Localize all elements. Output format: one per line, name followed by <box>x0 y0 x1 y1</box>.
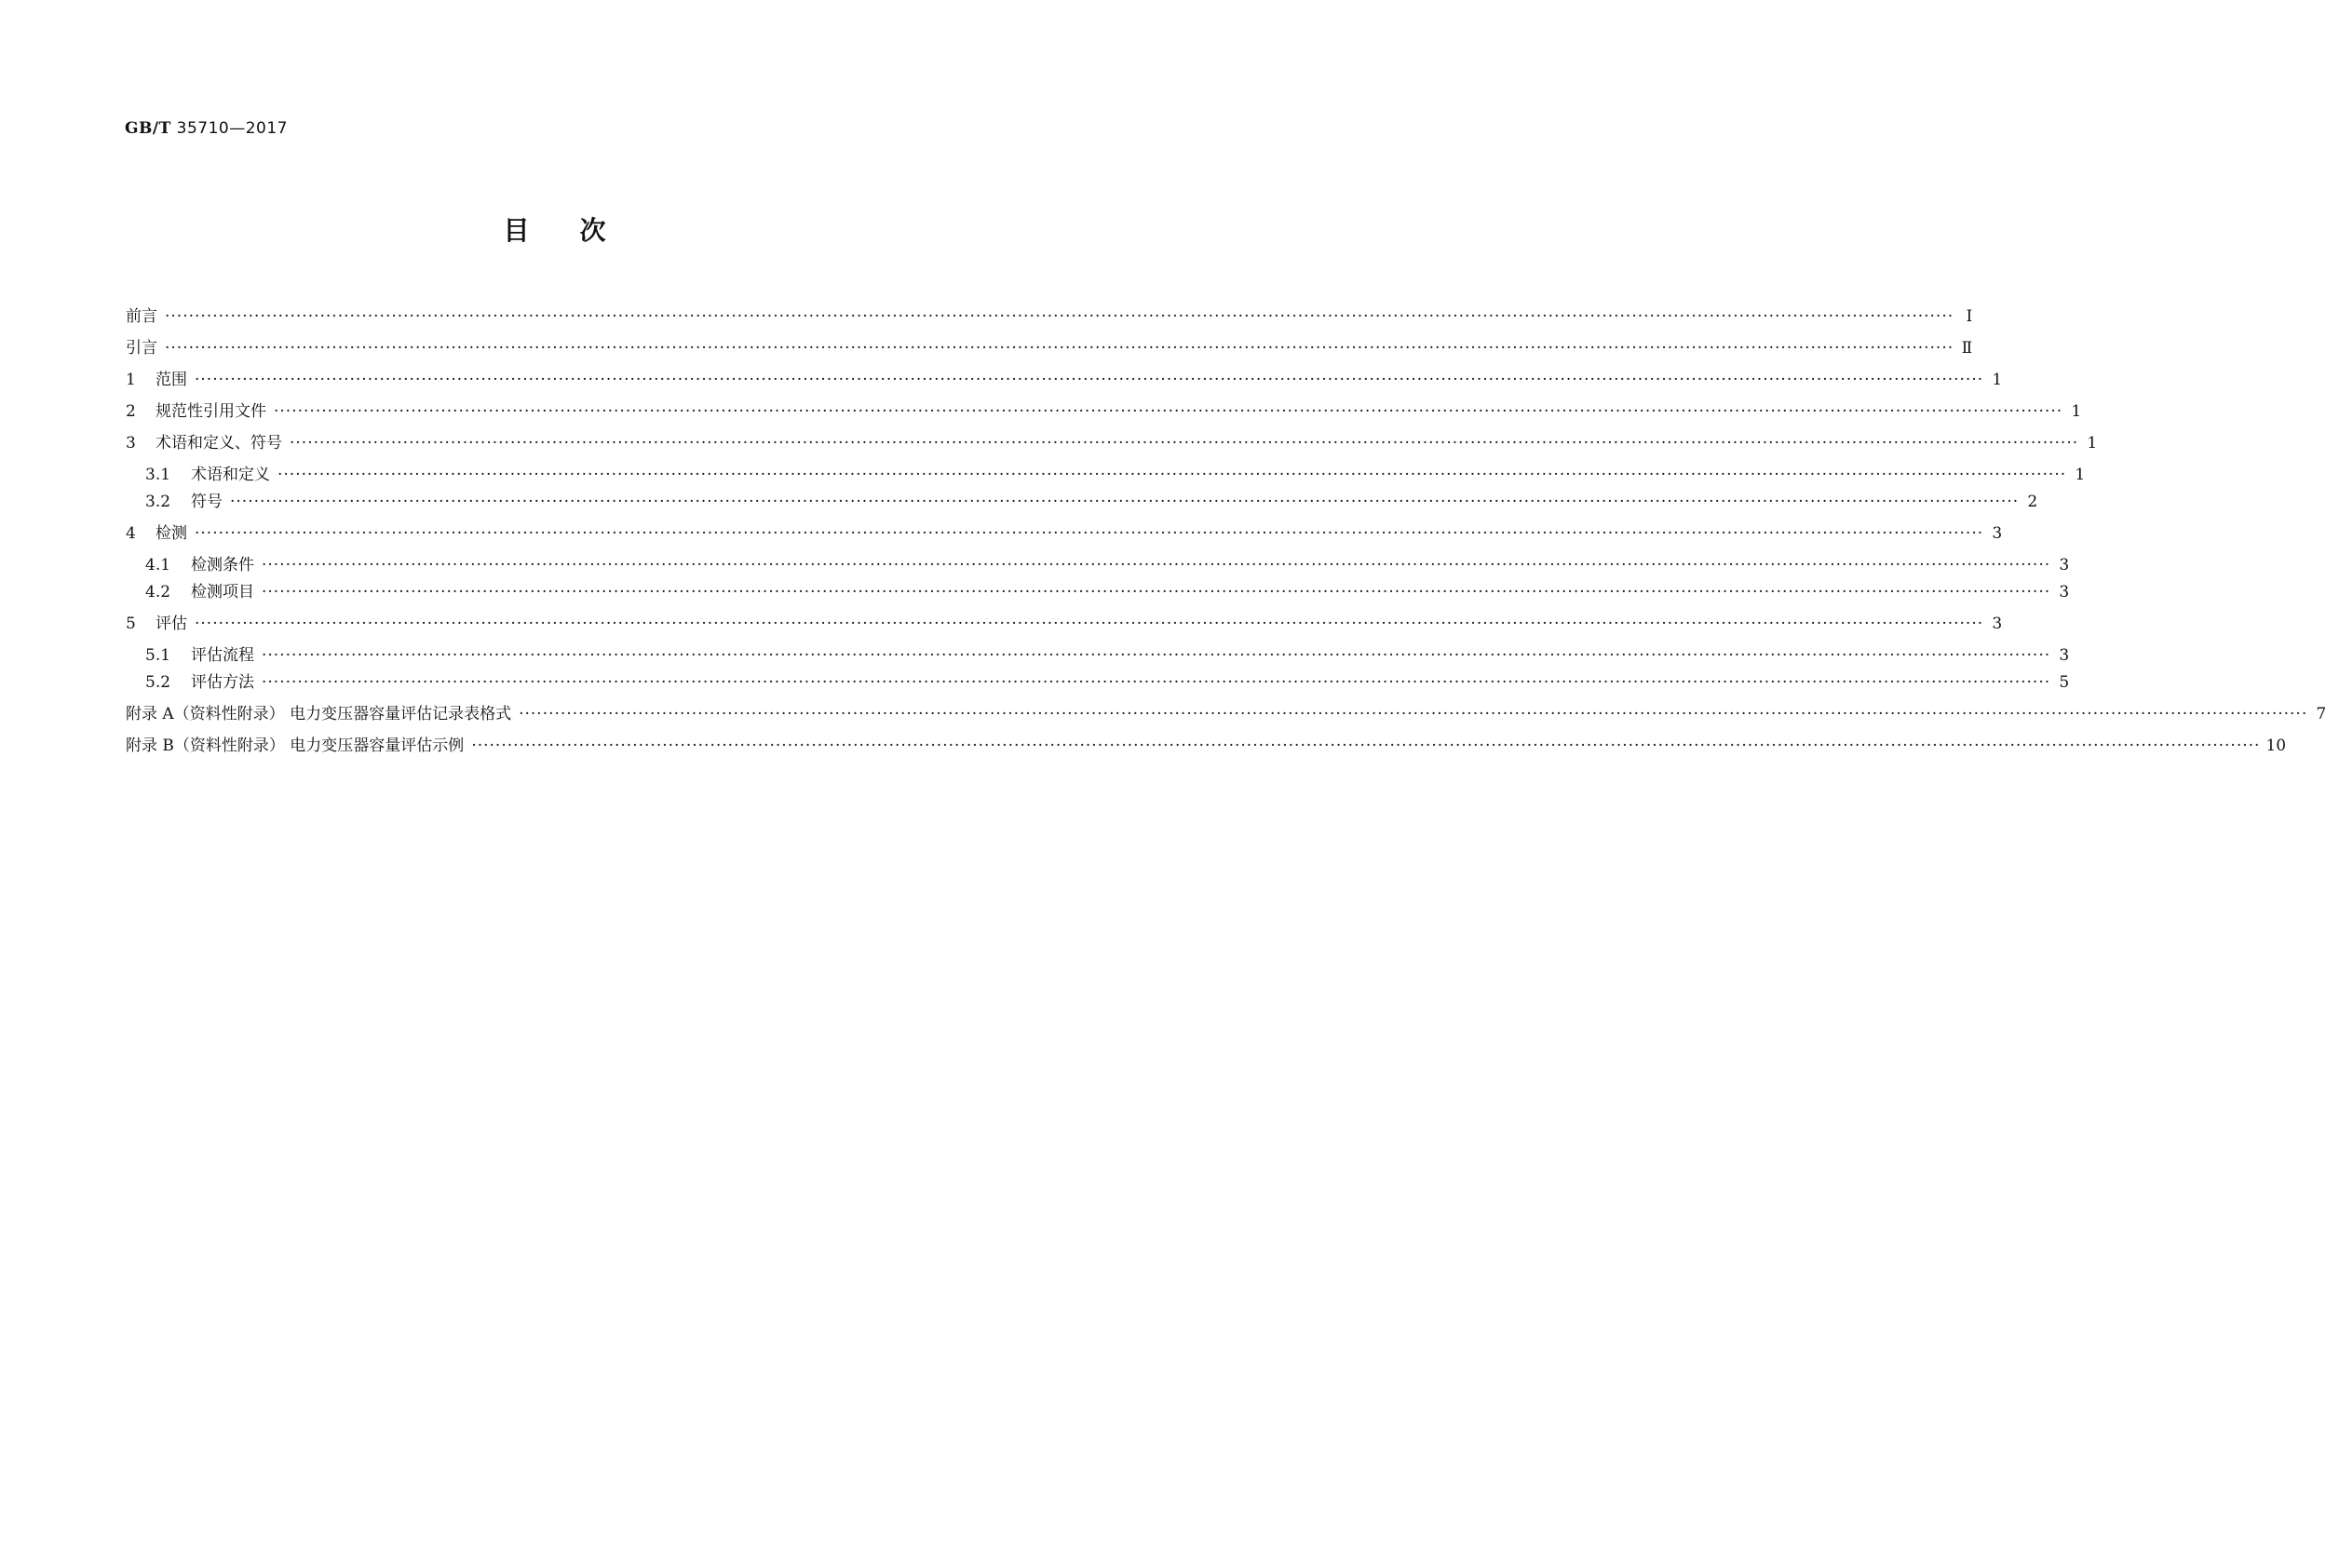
toc-entry-label: 附录 A（资料性附录） 电力变压器容量评估记录表格式 <box>126 705 512 723</box>
toc-entry[interactable] <box>126 610 2003 633</box>
toc-entry[interactable] <box>126 642 2070 665</box>
toc-entry-number: 3.2 <box>145 493 171 511</box>
toc-leader-dots: ············································································································································································································································································································ <box>277 466 2067 484</box>
toc-entry-label: 检测项目 <box>191 583 254 602</box>
toc-entry-number: 3.1 <box>145 466 171 484</box>
toc-leader-dots: ············································································································································································································································································································ <box>471 737 2261 755</box>
toc-leader-dots: ············································································································································································································································································································ <box>230 493 2020 511</box>
toc-entry[interactable] <box>126 669 2070 692</box>
document-header <box>125 119 288 138</box>
toc-leader-dots: ············································································································································································································································································································ <box>262 673 2051 692</box>
toc-entry-page: 10 <box>2265 737 2287 755</box>
toc-entry-label: 评估方法 <box>191 673 254 692</box>
toc-entry[interactable] <box>126 732 2287 755</box>
toc-entry-label: 规范性引用文件 <box>156 402 266 421</box>
toc-leader-dots: ············································································································································································································································································································ <box>262 646 2051 665</box>
toc-entry-label: 评估流程 <box>191 646 254 665</box>
toc-entry[interactable] <box>126 334 1973 358</box>
toc-entry-label: 引言 <box>126 339 157 358</box>
toc-entry[interactable] <box>126 520 2003 543</box>
toc-leader-dots: ············································································································································································································································································································ <box>262 556 2051 574</box>
toc-title: 目次 <box>503 215 656 246</box>
toc-entry-page: 3 <box>2059 583 2070 602</box>
toc-entry[interactable] <box>126 429 2098 453</box>
toc-leader-dots: ············································································································································································································································································································ <box>274 402 2063 421</box>
toc-leader-dots: ············································································································································································································································································································ <box>290 434 2079 453</box>
toc-entry[interactable] <box>126 578 2070 602</box>
toc-entry-number: 5 <box>126 615 136 633</box>
toc-leader-dots: ············································································································································································································································································································ <box>165 307 1954 326</box>
toc-entry-label: 术语和定义 <box>191 466 270 484</box>
toc-entry-label: 检测 <box>156 524 187 543</box>
toc-entry-number: 4 <box>126 524 136 543</box>
toc-entry-number: 4.1 <box>145 556 171 574</box>
toc-entry-label: 前言 <box>126 307 157 326</box>
toc-entry-label: 符号 <box>191 493 223 511</box>
toc-entry-page: 7 <box>2316 705 2326 723</box>
toc-entry-label: 附录 B（资料性附录） 电力变压器容量评估示例 <box>126 737 465 755</box>
toc-entry-number: 5.2 <box>145 673 171 692</box>
toc-leader-dots: ············································································································································································································································································································ <box>195 615 1984 633</box>
toc-entry-page: 1 <box>2087 434 2098 453</box>
toc-leader-dots: ············································································································································································································································································································ <box>519 705 2308 723</box>
toc-entry-page: 1 <box>1992 371 2003 389</box>
toc-entry-number: 3 <box>126 434 136 453</box>
toc-entry-page: 5 <box>2059 673 2070 692</box>
toc-entry[interactable] <box>126 398 2082 421</box>
toc-entry[interactable] <box>126 551 2070 574</box>
toc-entry[interactable] <box>126 461 2086 484</box>
toc-entry[interactable] <box>126 488 2038 511</box>
toc-entry-label: 检测条件 <box>191 556 254 574</box>
toc-entry[interactable] <box>126 366 2003 389</box>
toc-entry-page: 3 <box>2059 556 2070 574</box>
toc-entry-page: Ⅱ <box>1961 339 1973 358</box>
toc-entry-page: 3 <box>1992 615 2003 633</box>
toc-entry-number: 4.2 <box>145 583 171 602</box>
standard-number: 35710—2017 <box>176 119 288 138</box>
toc-leader-dots: ············································································································································································································································································································ <box>195 524 1984 543</box>
toc-leader-dots: ············································································································································································································································································································ <box>165 339 1954 358</box>
toc-entry-label: 范围 <box>156 371 187 389</box>
toc-entry-label: 术语和定义、符号 <box>156 434 282 453</box>
toc-entry-label: 评估 <box>156 615 187 633</box>
toc-entry-number: 1 <box>126 371 136 389</box>
toc-entry[interactable] <box>126 303 1973 326</box>
standard-code: GB/T <box>125 119 171 138</box>
toc-leader-dots: ············································································································································································································································································································ <box>195 371 1984 389</box>
toc-leader-dots: ············································································································································································································································································································ <box>262 583 2051 602</box>
toc-entry-number: 2 <box>126 402 136 421</box>
toc-entry-number: 5.1 <box>145 646 171 665</box>
toc-entry-page: Ⅰ <box>1966 307 1973 326</box>
toc-entry-page: 3 <box>1992 524 2003 543</box>
toc-entry-page: 2 <box>2027 493 2038 511</box>
toc-entry-page: 1 <box>2075 466 2086 484</box>
toc-entry-page: 3 <box>2059 646 2070 665</box>
toc-entry[interactable] <box>126 700 2326 723</box>
table-of-contents <box>126 303 2326 755</box>
toc-entry-page: 1 <box>2071 402 2082 421</box>
